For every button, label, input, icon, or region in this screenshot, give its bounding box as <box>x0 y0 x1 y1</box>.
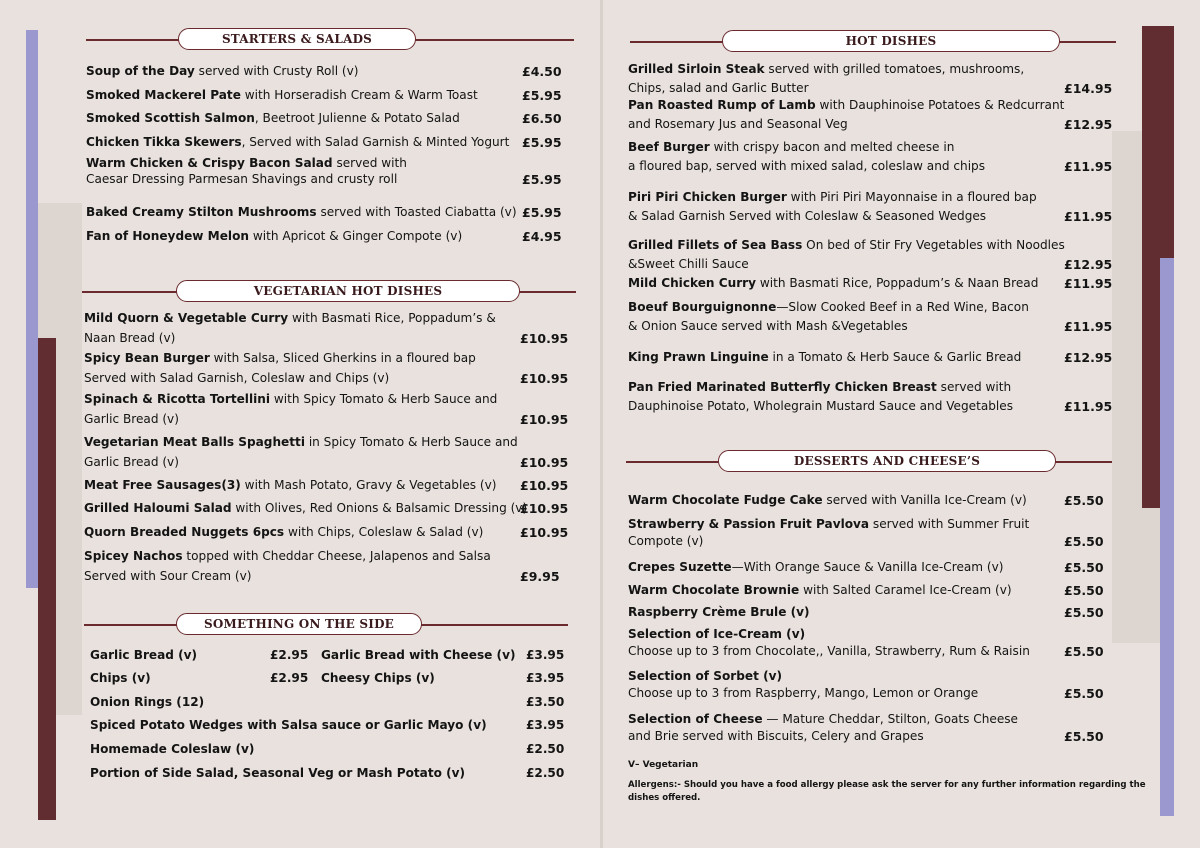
item-description <box>628 349 1021 366</box>
menu-item <box>86 155 586 188</box>
item-description <box>628 379 1014 413</box>
item-detail: with Mash Potato, Gravy & Vegetables (v) <box>240 478 497 492</box>
side-name: Garlic Bread with Cheese (v) <box>321 648 516 662</box>
menu-item <box>628 189 1112 225</box>
side-name: Homemade Coleslaw (v) <box>90 742 255 756</box>
item-detail-line2: & Onion Sauce served with Mash &Vegetables <box>628 319 908 333</box>
item-description <box>86 204 517 221</box>
item-description <box>628 61 1025 95</box>
menu-item <box>86 63 586 80</box>
menu-item <box>628 299 1112 335</box>
item-description <box>84 391 498 426</box>
side-price: £3.95 <box>526 718 565 732</box>
item-name: Meat Free Sausages(3) <box>84 478 241 492</box>
side-name: Chips (v) <box>90 671 151 685</box>
item-line <box>86 63 359 80</box>
item-detail-line2: Garlic Bread (v) <box>84 412 179 426</box>
item-description <box>628 668 979 700</box>
side-price: £2.95 <box>270 648 309 662</box>
left-lavender-bar <box>26 30 38 588</box>
item-price: £5.95 <box>522 135 562 150</box>
item-price: £5.95 <box>522 205 562 220</box>
item-name: Chicken Tikka Skewers <box>86 135 242 149</box>
item-price: £11.95 <box>1064 399 1113 414</box>
item-detail-line2: and Rosemary Jus and Seasonal Veg <box>628 117 848 131</box>
item-line <box>628 604 810 621</box>
item-line <box>86 228 462 245</box>
item-price: £11.95 <box>1064 159 1113 174</box>
menu-item <box>628 582 1112 599</box>
item-line <box>628 559 1004 576</box>
item-price: £11.95 <box>1064 319 1113 334</box>
item-line <box>628 668 782 685</box>
item-price: £5.50 <box>1064 605 1104 620</box>
item-description <box>628 582 1012 599</box>
item-line <box>84 350 476 367</box>
item-line <box>628 139 954 156</box>
side-row <box>90 741 565 758</box>
item-detail: with Basmati Rice, Poppadum’s & Naan Bread <box>756 276 1039 290</box>
menu-item <box>628 139 1112 175</box>
section-title: VEGETARIAN HOT DISHES <box>176 280 520 302</box>
menu-item <box>628 559 1112 576</box>
item-price: £5.50 <box>1064 686 1104 701</box>
item-price: £11.95 <box>1064 276 1113 291</box>
item-name: Crepes Suzette <box>628 560 732 574</box>
item-detail: with Olives, Red Onions & Balsamic Dressing (v) <box>231 501 528 515</box>
item-name: Soup of the Day <box>86 64 195 78</box>
menu-item <box>84 391 584 428</box>
item-price: £4.95 <box>522 229 562 244</box>
section-title: STARTERS & SALADS <box>178 28 416 50</box>
item-line <box>628 516 1029 533</box>
item-line <box>628 492 1027 509</box>
section-hot-dishes <box>630 30 1116 54</box>
side-row <box>90 717 565 734</box>
menu-item <box>86 134 586 151</box>
item-detail-line2: Served with Salad Garnish, Coleslaw and Chips (v) <box>84 371 390 385</box>
item-price: £5.50 <box>1064 583 1104 598</box>
item-name: Fan of Honeydew Melon <box>86 229 249 243</box>
item-detail: —With Orange Sauce & Vanilla Ice-Cream (v) <box>731 560 1004 574</box>
side-name: Spiced Potato Wedges with Salsa sauce or Garlic Mayo (v) <box>90 718 487 732</box>
item-detail-line2: & Salad Garnish Served with Coleslaw & Seasoned Wedges <box>628 209 987 223</box>
side-row <box>90 694 565 711</box>
item-detail: in a Tomato & Herb Sauce & Garlic Bread <box>768 350 1022 364</box>
item-detail: with Spicy Tomato & Herb Sauce and <box>270 392 498 406</box>
item-name: King Prawn Linguine <box>628 350 769 364</box>
item-name: Pan Fried Marinated Butterfly Chicken Breast <box>628 380 937 394</box>
item-description <box>84 310 496 345</box>
vegetarian-note: V– Vegetarian <box>628 760 699 770</box>
item-detail-line2: Choose up to 3 from Chocolate,, Vanilla, Strawberry, Rum & Raisin <box>628 644 1030 658</box>
item-name: Selection of Sorbet (v) <box>628 669 783 683</box>
item-description <box>84 477 497 494</box>
menu-item <box>628 97 1112 133</box>
item-line <box>628 379 1011 396</box>
item-detail: served with <box>936 380 1012 394</box>
item-line <box>84 310 496 327</box>
item-line <box>628 299 1029 316</box>
item-name: Pan Roasted Rump of Lamb <box>628 98 816 112</box>
item-price: £10.95 <box>520 371 569 386</box>
item-line <box>84 391 497 408</box>
item-detail-line2: a floured bap, served with mixed salad, coleslaw and chips <box>628 159 986 173</box>
item-line <box>84 500 527 517</box>
item-detail: — Mature Cheddar, Stilton, Goats Cheese <box>762 712 1018 726</box>
side-price: £3.50 <box>526 695 565 709</box>
item-detail: with Dauphinoise Potatoes & Redcurrant <box>815 98 1065 112</box>
item-price: £10.95 <box>520 478 569 493</box>
item-name: Raspberry Crème Brule (v) <box>628 605 810 619</box>
item-price: £5.95 <box>522 172 562 187</box>
menu-item <box>628 492 1112 509</box>
section-title: HOT DISHES <box>722 30 1060 52</box>
item-price: £5.50 <box>1064 644 1104 659</box>
item-name: Grilled Sirloin Steak <box>628 62 765 76</box>
section-desserts <box>626 450 1112 474</box>
item-description <box>86 155 407 186</box>
item-price: £5.50 <box>1064 560 1104 575</box>
item-description <box>628 626 1030 658</box>
menu-item <box>84 524 584 541</box>
item-detail-line2: Choose up to 3 from Raspberry, Mango, Lemon or Orange <box>628 686 979 700</box>
item-line <box>86 110 460 127</box>
item-description <box>86 134 509 151</box>
item-price: £4.50 <box>522 64 562 79</box>
item-description <box>628 139 986 173</box>
section-vegetarian <box>82 280 576 304</box>
item-line <box>84 477 497 494</box>
item-line <box>86 155 407 172</box>
menu-item <box>628 604 1112 621</box>
menu-item <box>628 379 1112 415</box>
item-price: £12.95 <box>1064 257 1113 272</box>
item-detail: served with Crusty Roll (v) <box>194 64 359 78</box>
item-description <box>86 63 359 80</box>
section-title: SOMETHING ON THE SIDE <box>176 613 422 635</box>
item-detail: On bed of Stir Fry Vegetables with Noodles <box>802 238 1065 252</box>
item-price: £11.95 <box>1064 209 1113 224</box>
item-name: Mild Quorn & Vegetable Curry <box>84 311 289 325</box>
section-starters <box>86 28 574 52</box>
item-detail: with Apricot & Ginger Compote (v) <box>248 229 463 243</box>
item-description <box>628 604 810 621</box>
item-description <box>84 524 483 541</box>
side-name: Cheesy Chips (v) <box>321 671 435 685</box>
item-name: Warm Chocolate Brownie <box>628 583 800 597</box>
side-name: Garlic Bread (v) <box>90 648 198 662</box>
item-price: £5.50 <box>1064 729 1104 744</box>
item-price: £10.95 <box>520 455 569 470</box>
item-line <box>84 548 491 565</box>
item-detail: served with Toasted Ciabatta (v) <box>316 205 517 219</box>
item-detail: served with Vanilla Ice-Cream (v) <box>822 493 1027 507</box>
item-price: £9.95 <box>520 569 560 584</box>
item-detail-line2: Compote (v) <box>628 534 704 548</box>
item-price: £10.95 <box>520 501 569 516</box>
item-line <box>628 275 1038 292</box>
menu-item <box>628 516 1112 550</box>
item-description <box>86 87 478 104</box>
menu-item <box>84 500 584 517</box>
item-name: Baked Creamy Stilton Mushrooms <box>86 205 317 219</box>
item-name: Mild Chicken Curry <box>628 276 757 290</box>
item-description <box>84 500 527 517</box>
item-detail: with Salsa, Sliced Gherkins in a floured bap <box>209 351 476 365</box>
item-detail: with Basmati Rice, Poppadum’s & <box>288 311 496 325</box>
item-name: Spinach & Ricotta Tortellini <box>84 392 270 406</box>
menu-item <box>628 275 1112 292</box>
item-name: Selection of Cheese <box>628 712 763 726</box>
item-detail: served with <box>332 156 407 170</box>
item-description <box>628 299 1029 333</box>
item-price: £5.95 <box>522 88 562 103</box>
item-detail: , Served with Salad Garnish & Minted Yogurt <box>241 135 510 149</box>
item-description <box>628 237 1065 271</box>
item-price: £14.95 <box>1064 81 1113 96</box>
item-line <box>628 97 1064 114</box>
item-line <box>628 237 1065 254</box>
item-detail-line2: Naan Bread (v) <box>84 331 176 345</box>
item-detail: —Slow Cooked Beef in a Red Wine, Bacon <box>776 300 1029 314</box>
item-detail-line2: &Sweet Chilli Sauce <box>628 257 749 271</box>
item-name: Piri Piri Chicken Burger <box>628 190 787 204</box>
menu-item <box>84 548 584 585</box>
item-description <box>86 110 460 127</box>
side-price: £2.95 <box>270 671 309 685</box>
item-price: £12.95 <box>1064 350 1113 365</box>
item-detail: served with Summer Fruit <box>869 517 1030 531</box>
menu-item <box>628 349 1112 366</box>
item-detail: , Beetroot Julienne & Potato Salad <box>254 111 460 125</box>
item-description <box>628 711 1018 743</box>
left-maroon-bar <box>38 338 56 820</box>
item-line <box>86 87 478 104</box>
item-detail: topped with Cheddar Cheese, Jalapenos and Salsa <box>182 549 491 563</box>
item-name: Boeuf Bourguignonne <box>628 300 777 314</box>
item-name: Beef Burger <box>628 140 710 154</box>
item-description <box>86 228 462 245</box>
item-line <box>628 189 1037 206</box>
side-price: £3.95 <box>526 671 565 685</box>
item-price: £5.50 <box>1064 493 1104 508</box>
item-description <box>628 97 1065 131</box>
item-detail-line2: Served with Sour Cream (v) <box>84 569 252 583</box>
menu-item <box>86 110 586 127</box>
menu-item <box>628 668 1112 702</box>
right-lavender-bar <box>1160 258 1174 816</box>
item-detail-line2: Dauphinoise Potato, Wholegrain Mustard Sauce and Vegetables <box>628 399 1014 413</box>
menu-item <box>628 711 1112 745</box>
item-name: Spicey Nachos <box>84 549 183 563</box>
menu-item <box>628 626 1112 660</box>
item-detail: with crispy bacon and melted cheese in <box>709 140 955 154</box>
item-line <box>86 134 509 151</box>
item-name: Selection of Ice-Cream (v) <box>628 627 806 641</box>
side-name: Portion of Side Salad, Seasonal Veg or Mash Potato (v) <box>90 766 466 780</box>
side-price: £2.50 <box>526 742 565 756</box>
item-price: £5.50 <box>1064 534 1104 549</box>
item-line <box>86 204 517 221</box>
item-line <box>628 349 1021 366</box>
menu-item <box>84 310 584 347</box>
side-row <box>90 647 565 664</box>
side-price: £3.95 <box>526 648 565 662</box>
menu-item <box>86 87 586 104</box>
allergen-note: Allergens:- Should you have a food allergy please ask the server for any further information regarding the <box>628 780 1146 790</box>
item-name: Grilled Fillets of Sea Bass <box>628 238 803 252</box>
item-price: £10.95 <box>520 525 569 540</box>
item-name: Spicy Bean Burger <box>84 351 210 365</box>
item-line <box>628 61 1024 78</box>
item-name: Warm Chicken & Crispy Bacon Salad <box>86 156 333 170</box>
item-line <box>84 434 518 451</box>
menu-item <box>86 228 586 245</box>
item-detail-line2: and Brie served with Biscuits, Celery and Grapes <box>628 729 924 743</box>
side-name: Onion Rings (12) <box>90 695 205 709</box>
item-detail: with Chips, Coleslaw & Salad (v) <box>284 525 484 539</box>
side-price: £2.50 <box>526 766 565 780</box>
item-description <box>628 189 1037 223</box>
item-description <box>628 275 1038 292</box>
item-detail-line2: Garlic Bread (v) <box>84 455 179 469</box>
item-detail: with Horseradish Cream & Warm Toast <box>240 88 478 102</box>
menu-item <box>628 237 1112 273</box>
item-name: Quorn Breaded Nuggets 6pcs <box>84 525 285 539</box>
section-sides <box>84 613 568 637</box>
item-description <box>84 350 476 385</box>
allergen-note-line2: dishes offered. <box>628 793 701 803</box>
item-detail: in Spicy Tomato & Herb Sauce and <box>304 435 518 449</box>
item-name: Smoked Scottish Salmon <box>86 111 255 125</box>
item-description <box>84 434 518 469</box>
side-row <box>90 765 565 782</box>
section-title: DESSERTS AND CHEESE’S <box>718 450 1056 472</box>
item-line <box>84 524 483 541</box>
item-detail-line2: Caesar Dressing Parmesan Shavings and crusty roll <box>86 172 398 186</box>
item-price: £10.95 <box>520 412 569 427</box>
item-detail: with Piri Piri Mayonnaise in a floured bap <box>786 190 1037 204</box>
item-name: Smoked Mackerel Pate <box>86 88 241 102</box>
item-detail: served with grilled tomatoes, mushrooms, <box>764 62 1025 76</box>
item-name: Warm Chocolate Fudge Cake <box>628 493 823 507</box>
menu-item <box>628 61 1112 97</box>
item-description <box>628 492 1027 509</box>
item-description <box>628 559 1004 576</box>
item-line <box>628 582 1012 599</box>
side-row <box>90 670 565 687</box>
item-line <box>628 711 1018 728</box>
item-name: Grilled Haloumi Salad <box>84 501 232 515</box>
item-detail: with Salted Caramel Ice-Cream (v) <box>799 583 1012 597</box>
item-price: £12.95 <box>1064 117 1113 132</box>
menu-item <box>84 477 584 494</box>
item-name: Vegetarian Meat Balls Spaghetti <box>84 435 305 449</box>
item-price: £6.50 <box>522 111 562 126</box>
item-description <box>628 516 1030 548</box>
menu-item <box>86 204 586 221</box>
item-description <box>84 548 491 583</box>
item-name: Strawberry & Passion Fruit Pavlova <box>628 517 870 531</box>
menu-item <box>84 434 584 471</box>
item-price: £10.95 <box>520 331 569 346</box>
item-detail-line2: Chips, salad and Garlic Butter <box>628 81 809 95</box>
item-line <box>628 626 805 643</box>
menu-item <box>84 350 584 387</box>
